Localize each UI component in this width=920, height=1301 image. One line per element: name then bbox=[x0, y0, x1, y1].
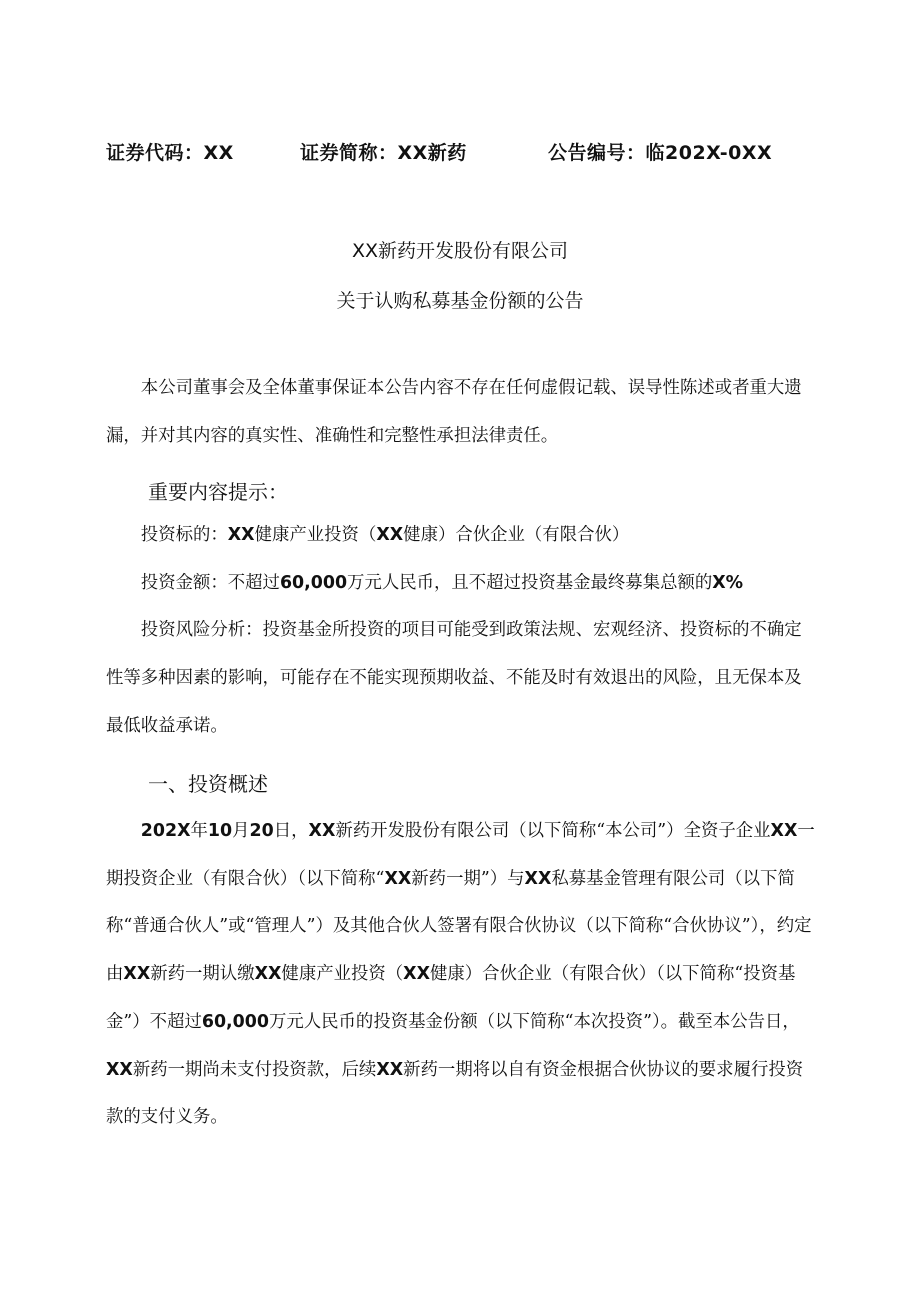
notice-number: 公告编号：临202X-0XX bbox=[548, 142, 773, 164]
notice-title: 关于认购私募基金份额的公告 bbox=[336, 290, 584, 312]
company-title: XX新药开发股份有限公司 bbox=[351, 240, 569, 262]
highlights-block bbox=[106, 512, 818, 751]
investment-risk: 投资风险分析：投资基金所投资的项目可能受到政策法规、宏观经济、投资标的不确定性等多种因素的影响，可能存在不能实现预期收益、不能及时有效退出的风险，且无保本及最低收益承诺。 bbox=[106, 620, 802, 736]
disclaimer bbox=[106, 365, 818, 460]
investment-target: 投资标的：XX健康产业投资（XX健康）合伙企业（有限合伙） bbox=[140, 525, 630, 545]
section1-heading: 一、投资概述 bbox=[148, 772, 268, 796]
section1-body bbox=[106, 808, 818, 1142]
header-row bbox=[0, 138, 920, 170]
section1-paragraph: 202X年10月20日，XX新药开发股份有限公司（以下简称“本公司”）全资子企业XX一期投资企业（有限合伙）（以下简称“XX新药一期”）与XX私募基金管理有限公司（以下简称“普通合伙人”或“管理人”）及其他合伙人签署有限合伙协议（以下简称“合伙协议”），约定由XX新药一期认缴XX健康产业投资（XX健康）合伙企业（有限合伙）（以下简称“投资基金”）不超过60,000万元人民币的投资基金份额（以下简称“本次投资”）。截至本公告日，XX新药一期尚未支付投资款，后续XX新药一期将以自有资金根据合伙协议的要求履行投资款的支付义务。 bbox=[106, 821, 815, 1128]
stock-code: 证券代码：XX bbox=[106, 142, 234, 164]
disclaimer-text: 本公司董事会及全体董事保证本公告内容不存在任何虚假记载、误导性陈述或者重大遗漏，并对其内容的真实性、准确性和完整性承担法律责任。 bbox=[106, 378, 802, 446]
stock-short-name: 证券简称：XX新药 bbox=[300, 142, 467, 164]
highlights-heading: 重要内容提示： bbox=[148, 480, 288, 504]
investment-amount: 投资金额：不超过60,000万元人民币，且不超过投资基金最终募集总额的X% bbox=[140, 572, 744, 593]
